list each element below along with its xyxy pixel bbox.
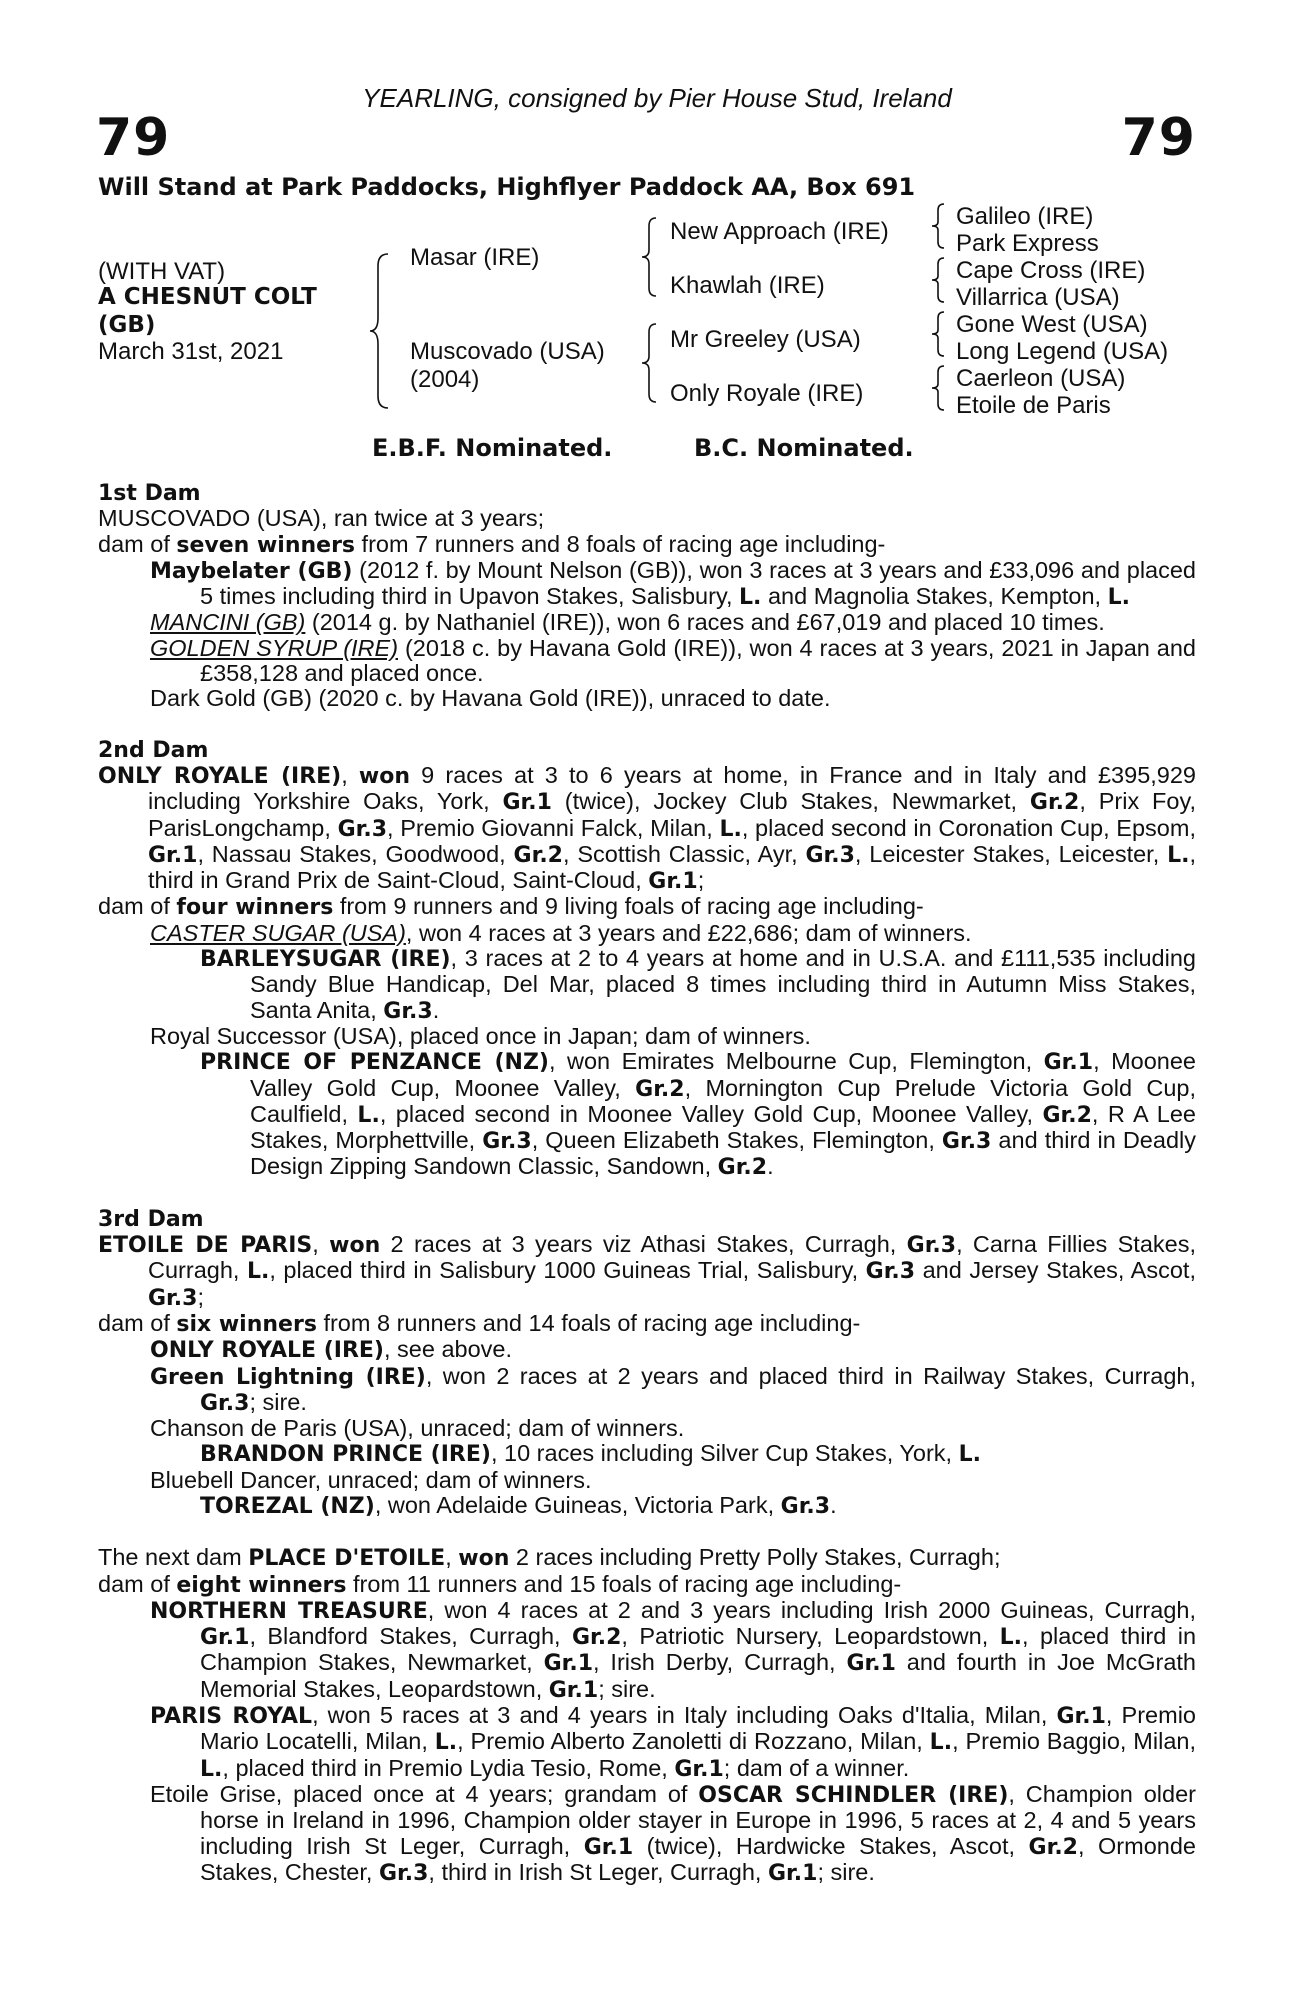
- ebf-nomination: E.B.F. Nominated.: [372, 434, 613, 462]
- grandproduce-entry: BARLEYSUGAR (IRE), 3 races at 2 to 4 years at home and in U.S.A. and £111,535 including Sandy Blue Handicap, Del Mar, placed 8 times including third in Autumn Miss Stakes, Santa Anita, Gr.3.: [200, 945, 1196, 1024]
- produce-entry: ONLY ROYALE (IRE), see above.: [150, 1336, 513, 1364]
- consignment-line: YEARLING, consigned by Pier House Stud, Ireland: [362, 83, 952, 113]
- pedigree-brace-sire: [640, 216, 660, 298]
- pedigree-brace-g3: [930, 310, 948, 358]
- pedigree-brace-g1: [930, 202, 948, 250]
- first-dam-heading: 1st Dam: [98, 481, 201, 506]
- produce-entry: Royal Successor (USA), placed once in Japan; dam of winners.: [150, 1022, 811, 1049]
- produce-entry: Chanson de Paris (USA), unraced; dam of winners.: [150, 1415, 685, 1442]
- sire-name: Masar (IRE): [410, 244, 540, 271]
- catalogue-body: [98, 481, 1196, 1886]
- ancestor-2: Park Express: [956, 230, 1099, 257]
- produce-entry: MANCINI (GB) (2014 g. by Nathaniel (IRE)), won 6 races and £67,019 and placed 10 times.: [150, 609, 1105, 636]
- grandproduce-entry: PRINCE OF PENZANCE (NZ), won Emirates Melbourne Cup, Flemington, Gr.1, Moonee Valley Gold Cup, Moonee Valley, Gr.2, Mornington Cup Prelude Victoria Gold Cup, Caulfield, L., placed second in Moonee Valley Gold Cup, Moonee Valley, Gr.2, R A Lee Stakes, Morphettville, Gr.3, Queen Elizabeth Stakes, Flemington, Gr.3 and third in Deadly Design Zipping Sandown Classic, Sandown, Gr.2.: [200, 1048, 1197, 1181]
- produce-entry: PARIS ROYAL, won 5 races at 3 and 4 years in Italy including Oaks d'Italia, Milan, Gr.1, Premio Mario Locatelli, Milan, L., Premio Alberto Zanoletti di Rozzano, Milan, L., Premio Baggio, Milan, L., placed third in Premio Lydia Tesio, Rome, Gr.1; dam of a winner.: [150, 1702, 1196, 1782]
- produce-entry: CASTER SUGAR (USA), won 4 races at 3 years and £22,686; dam of winners.: [150, 919, 972, 946]
- lot-number-right: 79: [1121, 108, 1196, 168]
- vat-label: (WITH VAT): [98, 258, 226, 285]
- horse-name: A CHESNUT COLT: [98, 284, 317, 310]
- dam-dam-name: Only Royale (IRE): [670, 380, 864, 407]
- next-dam-record: The next dam PLACE D'ETOILE, won 2 races including Pretty Polly Stakes, Curragh;: [98, 1544, 1001, 1572]
- ancestor-4: Villarrica (USA): [956, 284, 1120, 311]
- pedigree-brace-g2: [930, 256, 948, 304]
- next-dam-produce-summary: dam of eight winners from 11 runners and 15 foals of racing age including-: [98, 1570, 902, 1598]
- produce-entry: Etoile Grise, placed once at 4 years; grandam of OSCAR SCHINDLER (IRE), Champion older horse in Ireland in 1996, Champion older stayer in Europe in 1996, 5 races at 2, 4 and 5 years including Irish St Leger, Curragh, Gr.1 (twice), Hardwicke Stakes, Ascot, Gr.2, Ormonde Stakes, Chester, Gr.3, third in Irish St Leger, Curragh, Gr.1; sire.: [150, 1780, 1196, 1886]
- dam-name: Muscovado (USA): [410, 338, 605, 365]
- second-dam-record: ONLY ROYALE (IRE), won 9 races at 3 to 6 years at home, in France and in Italy and £395,929 including Yorkshire Oaks, York, Gr.1 (twice), Jockey Club Stakes, Newmarket, Gr.2, Prix Foy, ParisLongchamp, Gr.3, Premio Giovanni Falck, Milan, L., placed second in Coronation Cup, Epsom, Gr.1, Nassau Stakes, Goodwood, Gr.2, Scottish Classic, Ayr, Gr.3, Leicester Stakes, Leicester, L., third in Grand Prix de Saint-Cloud, Saint-Cloud, Gr.1;: [98, 761, 1196, 895]
- third-dam-produce-summary: dam of six winners from 8 runners and 14 foals of racing age including-: [98, 1309, 861, 1337]
- bc-nomination: B.C. Nominated.: [694, 434, 914, 462]
- third-dam-record: ETOILE DE PARIS, won 2 races at 3 years viz Athasi Stakes, Curragh, Gr.3, Carna Fillies Stakes, Curragh, L., placed third in Salisbury 1000 Guineas Trial, Salisbury, Gr.3 and Jersey Stakes, Ascot, Gr.3;: [98, 1231, 1196, 1311]
- grandproduce-entry: TOREZAL (NZ), won Adelaide Guineas, Victoria Park, Gr.3.: [200, 1491, 837, 1519]
- pedigree-brace-1: [368, 252, 392, 410]
- produce-entry: Dark Gold (GB) (2020 c. by Havana Gold (IRE)), unraced to date.: [150, 685, 831, 712]
- ancestor-7: Caerleon (USA): [956, 365, 1126, 392]
- horse-origin: (GB): [98, 312, 156, 338]
- sire-dam-name: Khawlah (IRE): [670, 272, 825, 299]
- produce-entry: NORTHERN TREASURE, won 4 races at 2 and 3 years including Irish 2000 Guineas, Curragh, Gr.1, Blandford Stakes, Curragh, Gr.2, Patriotic Nursery, Leopardstown, L., placed third in Champion Stakes, Newmarket, Gr.1, Irish Derby, Curragh, Gr.1 and fourth in Joe McGrath Memorial Stakes, Leopardstown, Gr.1; sire.: [150, 1596, 1197, 1703]
- produce-entry: Maybelater (GB) (2012 f. by Mount Nelson (GB)), won 3 races at 3 years and £33,096 and placed 5 times including third in Upavon Stakes, Salisbury, L. and Magnolia Stakes, Kempton, L.: [150, 556, 1196, 611]
- produce-entry: GOLDEN SYRUP (IRE) (2018 c. by Havana Gold (IRE)), won 4 races at 3 years, 2021 in Japan and £358,128 and placed once.: [150, 634, 1196, 687]
- ancestor-8: Etoile de Paris: [956, 392, 1111, 419]
- pedigree-brace-g4: [930, 364, 948, 412]
- dam-year: (2004): [410, 366, 480, 393]
- ancestor-5: Gone West (USA): [956, 311, 1148, 338]
- produce-entry: Green Lightning (IRE), won 2 races at 2 years and placed third in Railway Stakes, Curragh, Gr.3; sire.: [150, 1362, 1196, 1416]
- ancestor-6: Long Legend (USA): [956, 338, 1169, 365]
- lot-number-left: 79: [96, 108, 171, 168]
- produce-entry: Bluebell Dancer, unraced; dam of winners.: [150, 1466, 592, 1493]
- second-dam-produce-summary: dam of four winners from 9 runners and 9 living foals of racing age including-: [98, 893, 924, 921]
- grandproduce-entry: BRANDON PRINCE (IRE), 10 races including Silver Cup Stakes, York, L.: [200, 1440, 981, 1468]
- second-dam-heading: 2nd Dam: [98, 737, 209, 763]
- third-dam-heading: 3rd Dam: [98, 1206, 204, 1232]
- first-dam-produce-summary: dam of seven winners from 7 runners and 8 foals of racing age including-: [98, 530, 886, 558]
- pedigree-brace-dam: [640, 322, 660, 404]
- first-dam-intro: MUSCOVADO (USA), ran twice at 3 years;: [98, 505, 545, 532]
- stabling-location: Will Stand at Park Paddocks, Highflyer Paddock AA, Box 691: [98, 173, 916, 201]
- foaling-date: March 31st, 2021: [98, 338, 284, 365]
- dam-sire-name: Mr Greeley (USA): [670, 326, 861, 353]
- ancestor-3: Cape Cross (IRE): [956, 257, 1146, 284]
- sire-sire-name: New Approach (IRE): [670, 218, 889, 245]
- ancestor-1: Galileo (IRE): [956, 203, 1094, 230]
